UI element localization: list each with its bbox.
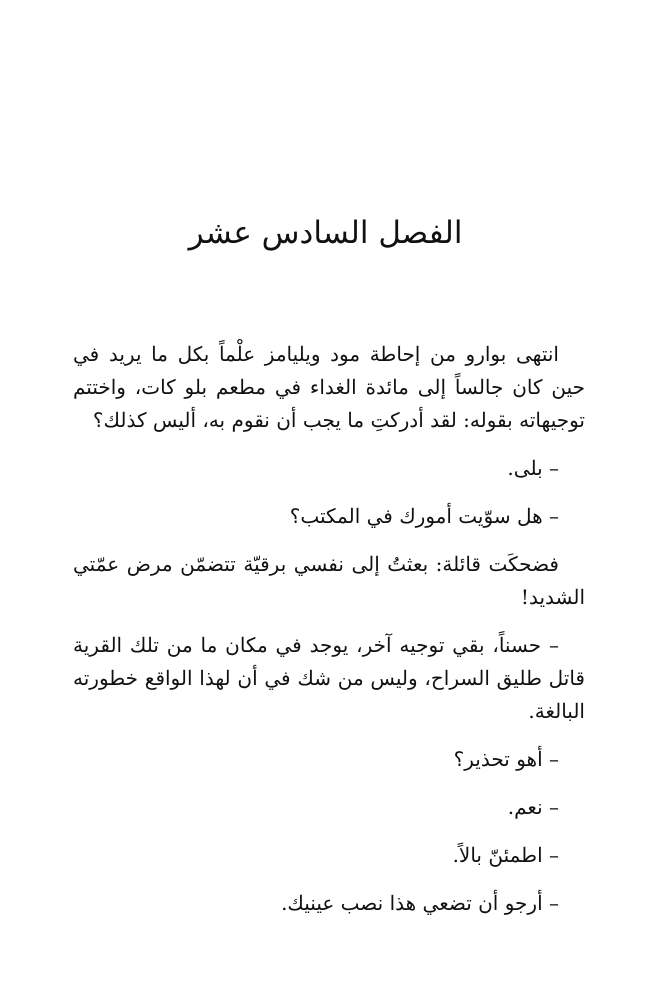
paragraph-opening: انتهى بوارو من إحاطة مود ويليامز علْماً بكل ما يريد في حين كان جالساً إلى مائدة الغداء في مطعم بلو كات، واختتم توجيهاته بقوله: لقد أدركتِ ما يجب أن نقوم به، أليس كذلك؟: [73, 342, 585, 432]
dialog-line: – نعم.: [507, 795, 559, 819]
dialog-line: – هل سوّيت أمورك في المكتب؟: [289, 504, 559, 528]
dialog-line: – بلى.: [507, 456, 559, 480]
paragraph-dialog: – حسناً، بقي توجيه آخر، يوجد في مكان ما من تلك القرية قاتل طليق السراح، وليس من شك في أن لهذا الواقع خطورته البالغة.: [73, 633, 585, 723]
dialog-line: – اطمئنّ بالاً.: [452, 843, 559, 867]
chapter-body: [73, 338, 585, 920]
dialog-line: – أهو تحذير؟: [453, 747, 559, 771]
paragraph-narration: فضحكَت قائلة: بعثتُ إلى نفسي برقيّة تتضمّن مرض عمّتي الشديد!: [73, 552, 585, 609]
dialog-line: – أرجو أن تضعي هذا نصب عينيك.: [281, 891, 559, 915]
chapter-title: الفصل السادس عشر: [188, 215, 463, 251]
